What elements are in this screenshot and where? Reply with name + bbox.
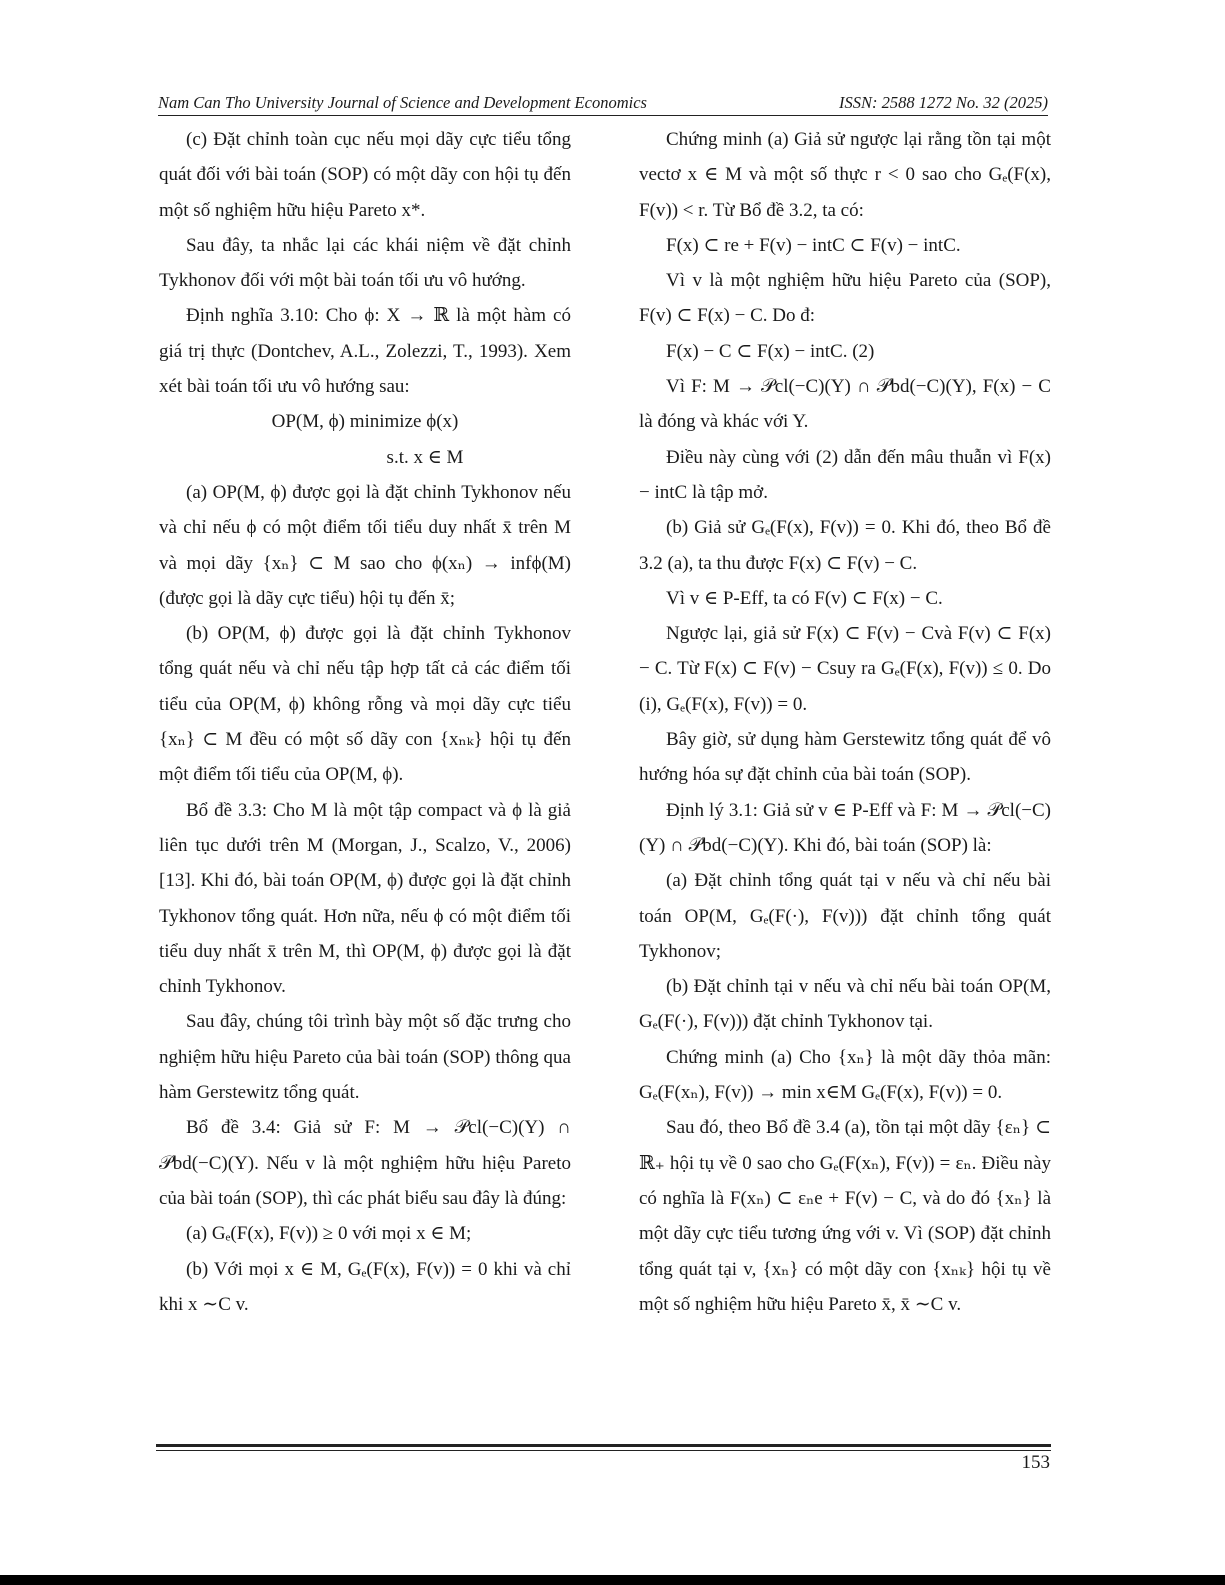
paragraph: (a) Gₑ(F(x), F(v)) ≥ 0 với mọi x ∈ M; xyxy=(186,1223,472,1245)
paragraph: Vì F: M → 𝒫cl(−C)(Y) ∩ 𝒫bd(−C)(Y), F(x) − C là đóng và khác với Y. xyxy=(639,376,1051,433)
right-column xyxy=(639,122,1051,1322)
lemma-3-4: Bổ đề 3.4: Giả sử F: M → 𝒫cl(−C)(Y) ∩ 𝒫bd(−C)(Y). Nếu v là một nghiệm hữu hiệu Pareto của bài toán (SOP), thì các phát biểu sau đây là đúng: xyxy=(159,1117,571,1209)
lemma-3-3: Bổ đề 3.3: Cho M là một tập compact và ϕ là giả liên tục dưới trên M (Morgan, J., Scalzo, V., 2006) [13]. Khi đó, bài toán OP(M, ϕ) được gọi là đặt chỉnh Tykhonov tổng quát. Hơn nữa, nếu ϕ có một điểm tối tiểu duy nhất x̄ trên M, thì OP(M, ϕ) được gọi là đặt chỉnh Tykhonov. xyxy=(159,799,571,998)
paragraph: Bây giờ, sử dụng hàm Gerstewitz tổng quát để vô hướng hóa sự đặt chỉnh của bài toán (SOP). xyxy=(639,729,1051,786)
footer-rule-thin xyxy=(156,1450,1051,1451)
paragraph: Sau đó, theo Bổ đề 3.4 (a), tồn tại một dãy {εₙ} ⊂ ℝ₊ hội tụ về 0 sao cho Gₑ(F(xₙ), F(v)) = εₙ. Điều này có nghĩa là F(xₙ) ⊂ εₙe + F(v) − C, và do đó {xₙ} là một dãy cực tiểu tương ứng với v. Vì (SOP) đặt chỉnh tổng quát tại v, {xₙ} có một dãy con {xₙₖ} hội tụ về một số nghiệm hữu hiệu Pareto x̄, x̄ ∼C v. xyxy=(639,1117,1051,1315)
page-number: 153 xyxy=(1021,1452,1050,1473)
proof: Chứng minh (a) Cho {xₙ} là một dãy thỏa mãn: Gₑ(F(xₙ), F(v)) → min x∈M Gₑ(F(x), F(v)) = 0. xyxy=(639,1046,1051,1104)
paragraph: Sau đây, ta nhắc lại các khái niệm về đặt chỉnh Tykhonov đối với một bài toán tối ưu vô hướng. xyxy=(159,234,571,292)
formula: F(x) ⊂ re + F(v) − intC ⊂ F(v) − intC. xyxy=(666,234,961,256)
definition-3-10: Định nghĩa 3.10: Cho ϕ: X → ℝ là một hàm có giá trị thực (Dontchev, A.L., Zolezzi, T., 1993). Xem xét bài toán tối ưu vô hướng sau: xyxy=(159,305,571,398)
paragraph: Sau đây, chúng tôi trình bày một số đặc trưng cho nghiệm hữu hiệu Pareto của bài toán (SOP) thông qua hàm Gerstewitz tổng quát. xyxy=(159,1011,571,1104)
proof: Chứng minh (a) Giả sử ngược lại rằng tồn tại một vectơ x ∈ M và một số thực r < 0 sao cho Gₑ(F(x), F(v)) < r. Từ Bổ đề 3.2, ta có: xyxy=(639,129,1051,221)
paragraph: (a) OP(M, ϕ) được gọi là đặt chỉnh Tykhonov nếu và chỉ nếu ϕ có một điểm tối tiểu duy nhất x̄ trên M và mọi dãy {xₙ} ⊂ M sao cho ϕ(xₙ) → infϕ(M) (được gọi là dãy cực tiểu) hội tụ đến x̄; xyxy=(159,481,571,609)
theorem-3-1: Định lý 3.1: Giả sử v ∈ P-Eff và F: M → 𝒫cl(−C)(Y) ∩ 𝒫bd(−C)(Y). Khi đó, bài toán (SOP) là: xyxy=(639,799,1051,856)
footer-rule-thick xyxy=(156,1444,1051,1447)
bottom-bar xyxy=(0,1575,1225,1585)
page-header xyxy=(158,93,1048,116)
paragraph: (b) Đặt chỉnh tại v nếu và chỉ nếu bài toán OP(M, Gₑ(F(·), F(v))) đặt chỉnh Tykhonov tại. xyxy=(639,976,1051,1033)
issn-issue: ISSN: 2588 1272 No. 32 (2025) xyxy=(839,93,1048,112)
paragraph: Vì v là một nghiệm hữu hiệu Pareto của (SOP), F(v) ⊂ F(x) − C. Do đ: xyxy=(639,270,1051,327)
constraint: s.t. x ∈ M xyxy=(386,446,464,468)
formula: F(x) − C ⊂ F(x) − intC. (2) xyxy=(666,340,875,362)
paragraph: (b) OP(M, ϕ) được gọi là đặt chỉnh Tykhonov tổng quát nếu và chỉ nếu tập hợp tất cả các điểm tối tiểu của OP(M, ϕ) không rỗng và mọi dãy cực tiểu {xₙ} ⊂ M đều có một số dãy con {xₙₖ} hội tụ đến một điểm tối tiểu của OP(M, ϕ). xyxy=(159,623,571,786)
paragraph: (b) Giả sử Gₑ(F(x), F(v)) = 0. Khi đó, theo Bổ đề 3.2 (a), ta thu được F(x) ⊂ F(v) − C. xyxy=(639,517,1051,574)
paragraph: (c) Đặt chỉnh toàn cục nếu mọi dãy cực tiểu tổng quát đối với bài toán (SOP) có một dãy con hội tụ đến một số nghiệm hữu hiệu Pareto x*. xyxy=(159,129,571,221)
paragraph: (b) Với mọi x ∈ M, Gₑ(F(x), F(v)) = 0 khi và chỉ khi x ∼C v. xyxy=(159,1258,571,1315)
paragraph: (a) Đặt chỉnh tổng quát tại v nếu và chỉ nếu bài toán OP(M, Gₑ(F(·), F(v))) đặt chỉnh tổng quát Tykhonov; xyxy=(639,870,1051,962)
left-column xyxy=(159,122,571,1322)
optimization-problem: OP(M, ϕ) minimize ϕ(x) xyxy=(271,411,459,433)
paragraph: Ngược lại, giả sử F(x) ⊂ F(v) − Cvà F(v) ⊂ F(x) − C. Từ F(x) ⊂ F(v) − Csuy ra Gₑ(F(x), F(v)) ≤ 0. Do (i), Gₑ(F(x), F(v)) = 0. xyxy=(639,623,1051,715)
paragraph: Vì v ∈ P-Eff, ta có F(v) ⊂ F(x) − C. xyxy=(666,587,943,609)
journal-name: Nam Can Tho University Journal of Science and Development Economics xyxy=(158,93,647,112)
paragraph: Điều này cùng với (2) dẫn đến mâu thuẫn vì F(x) − intC là tập mở. xyxy=(639,446,1051,503)
